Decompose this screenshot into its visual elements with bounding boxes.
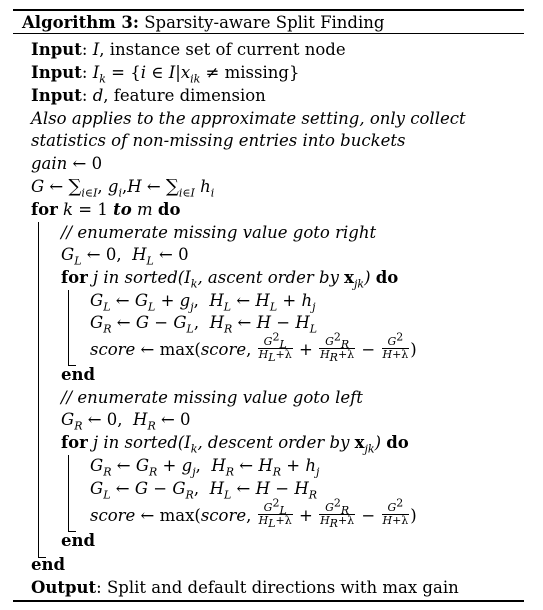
algorithm-label: Algorithm 3: — [22, 13, 139, 32]
init-right-line: $G_R$ ← 0, $H_R$ ← 0 — [61, 410, 191, 433]
for-j-desc-line: for j in $sorted(I_k$, descent order by $x_{jk}$) do — [61, 433, 409, 456]
for-j-asc-line: for j in $sorted(I_k$, ascent order by $x_{jk}$) do — [61, 268, 399, 291]
input-line-2: Input: $I_k = \{i$ ∈ $I|x_{ik} \ne missing$} — [31, 63, 300, 86]
comment-right-line: // enumerate missing value goto right — [61, 223, 377, 242]
algorithm-caption — [22, 13, 384, 33]
gain-init-line: gain ← 0 — [31, 154, 103, 173]
end-inner-line-1: end — [61, 365, 96, 384]
fraction: $\frac{G^2}{H+\lambda}$ — [382, 330, 409, 361]
inner-loop-bar-1 — [68, 290, 69, 366]
input-line-1: Input: I, instance set of current node — [31, 40, 346, 59]
input-keyword: Input — [31, 63, 82, 82]
update-left-line-1: $G_L$ ← $G_L + g_j$, $H_L$ ← $H_L + h_j$ — [90, 291, 316, 314]
note-line-2: statistics of non-missing entries into buckets — [31, 131, 406, 150]
bottom-rule — [13, 600, 524, 602]
fraction: $\frac{G^2_R}{H_R+\lambda}$ — [320, 330, 355, 365]
update-right-line-2: $G_R$ ← $G_R + g_j$, $H_R$ ← $H_R + h_j$ — [90, 456, 320, 479]
input-line-3: Input: d, feature dimension — [31, 86, 266, 105]
end-outer-line: end — [31, 555, 66, 574]
caption-rule — [13, 33, 524, 34]
input-keyword: Input — [31, 40, 82, 59]
for-k-line: for k = 1 to m do — [31, 200, 181, 219]
inner-loop-bar-2 — [68, 455, 69, 532]
input-keyword: Input — [31, 86, 82, 105]
g-h-init-line: G ← $\sum_{i\in I}$, $g_i,H$ ← $\sum_{i\in I}$ $h_i$ — [31, 176, 215, 200]
comment-left-line: // enumerate missing value goto left — [61, 388, 363, 407]
init-left-line: $G_L$ ← 0, $H_L$ ← 0 — [61, 245, 189, 268]
top-rule — [13, 9, 524, 11]
fraction: $\frac{G^2}{H+\lambda}$ — [382, 496, 409, 527]
output-keyword: Output — [31, 578, 97, 597]
update-left-line-2: $G_L$ ← $G - G_R$, $H_L$ ← $H - H_R$ — [90, 479, 318, 502]
update-right-line-1: $G_R$ ← $G - G_L$, $H_R$ ← $H - H_L$ — [90, 313, 318, 336]
note-line-1: Also applies to the approximate setting, only collect — [31, 109, 466, 128]
fraction: $\frac{G^2_L}{H_L+\lambda}$ — [258, 496, 292, 531]
algorithm-title: Sparsity-aware Split Finding — [144, 13, 385, 32]
score-line-1: score ← max(score, $\frac{G^2_L}{H_L+\lambda}$ + $\frac{G^2_R}{H_R+\lambda}$ − $\frac{G^2}{H+\lambda}$ ) — [90, 330, 417, 365]
output-line: Output: Split and default directions with max gain — [31, 578, 459, 597]
end-inner-line-2: end — [61, 531, 96, 550]
fraction: $\frac{G^2_L}{H_L+\lambda}$ — [258, 330, 292, 365]
outer-loop-bar — [38, 222, 39, 558]
score-line-2: score ← max(score, $\frac{G^2_L}{H_L+\lambda}$ + $\frac{G^2_R}{H_R+\lambda}$ − $\frac{G^2}{H+\lambda}$ ) — [90, 496, 417, 531]
fraction: $\frac{G^2_R}{H_R+\lambda}$ — [320, 496, 355, 531]
